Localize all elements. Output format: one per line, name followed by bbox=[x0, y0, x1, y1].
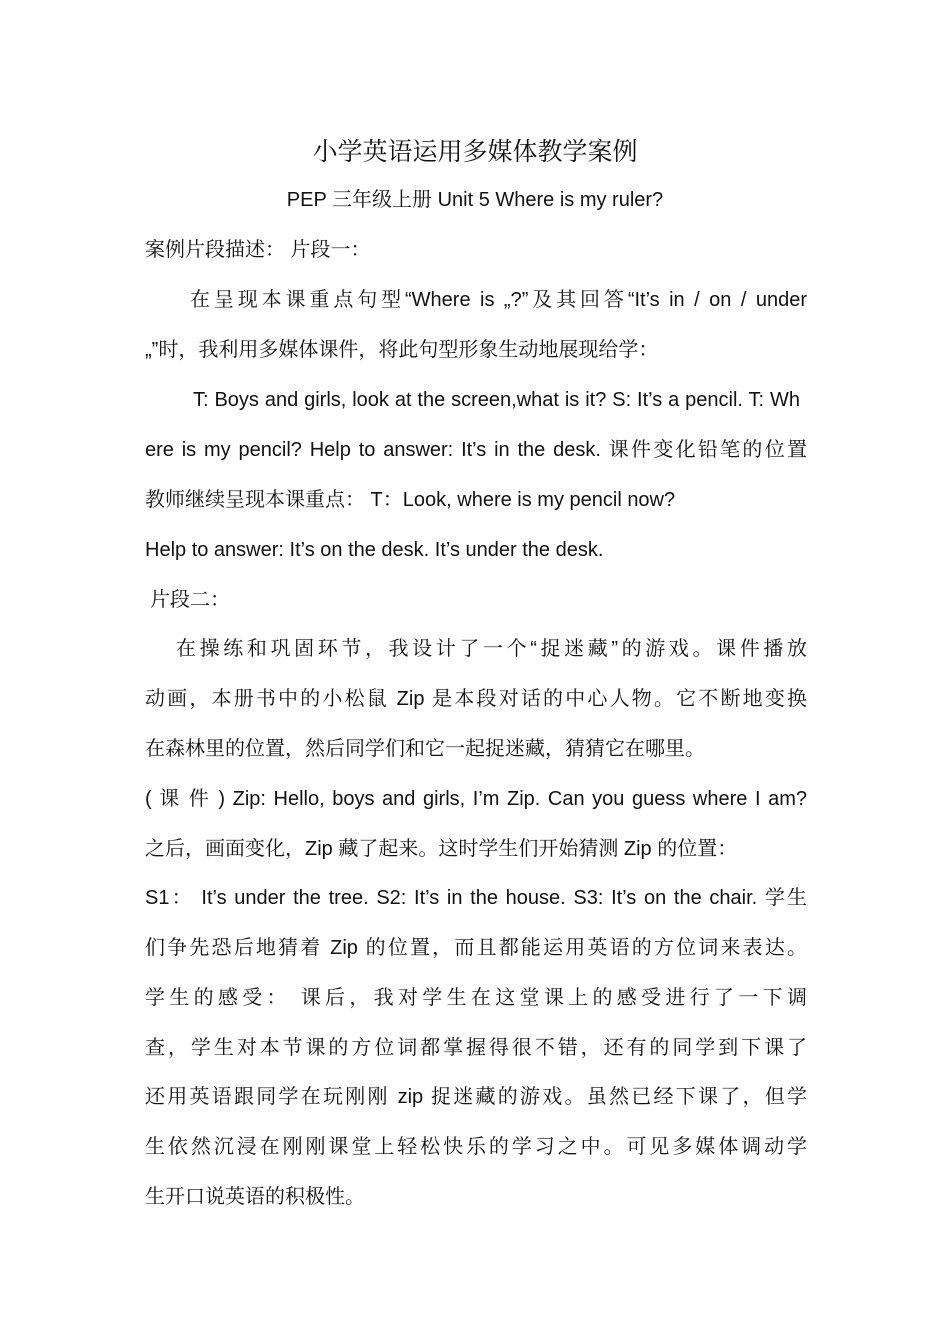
paragraph-line: ere is my pencil? Help to answer: It’s in the desk. 课件变化铅笔的位置 bbox=[145, 439, 807, 461]
paragraph-line: 教师继续呈现本课重点： T：Look, where is my pencil now? bbox=[145, 489, 676, 511]
paragraph-line: 在森林里的位置，然后同学们和它一起捉迷藏，猜猜它在哪里。 bbox=[145, 738, 705, 760]
paragraph-line: Help to answer: It’s on the desk. It’s under the desk. bbox=[145, 539, 604, 561]
paragraph-line: „”时，我利用多媒体课件，将此句型形象生动地展现给学： bbox=[145, 339, 659, 361]
section-heading-segment-two: 片段二： bbox=[150, 589, 230, 611]
document-subtitle: PEP 三年级上册 Unit 5 Where is my ruler? bbox=[286, 189, 664, 211]
paragraph-line: 在操练和巩固环节，我设计了一个“捉迷藏”的游戏。课件播放 bbox=[176, 638, 807, 660]
paragraph-line: 生开口说英语的积极性。 bbox=[145, 1186, 365, 1208]
paragraph-line: 在呈现本课重点句型“Where is „?”及其回答“It’s in / on / under bbox=[190, 289, 807, 311]
paragraph-line: 动画，本册书中的小松鼠 Zip 是本段对话的中心人物。它不断地变换 bbox=[145, 688, 807, 710]
document-title: 小学英语运用多媒体教学案例 bbox=[312, 137, 638, 166]
paragraph-line: S1： It’s under the tree. S2: It’s in the house. S3: It’s on the chair. 学生 bbox=[145, 887, 807, 909]
paragraph-line: 查，学生对本节课的方位词都掌握得很不错，还有的同学到下课了 bbox=[145, 1037, 807, 1059]
paragraph-line: T: Boys and girls, look at the screen,what is it? S: It’s a pencil. T: Wh bbox=[193, 389, 800, 411]
paragraph-line: 之后，画面变化，Zip 藏了起来。这时学生们开始猜测 Zip 的位置： bbox=[145, 838, 738, 860]
paragraph-line: 学生的感受： 课后，我对学生在这堂课上的感受进行了一下调 bbox=[145, 987, 807, 1009]
section-heading-case-description: 案例片段描述： 片段一： bbox=[145, 239, 371, 261]
paragraph-line: ( 课 件 ) Zip: Hello, boys and girls, I’m Zip. Can you guess where I am? bbox=[145, 788, 807, 810]
paragraph-line: 生依然沉浸在刚刚课堂上轻松快乐的学习之中。可见多媒体调动学 bbox=[145, 1136, 807, 1158]
paragraph-line: 还用英语跟同学在玩刚刚 zip 捉迷藏的游戏。虽然已经下课了，但学 bbox=[145, 1086, 807, 1108]
paragraph-line: 们争先恐后地猜着 Zip 的位置，而且都能运用英语的方位词来表达。 bbox=[145, 937, 807, 959]
